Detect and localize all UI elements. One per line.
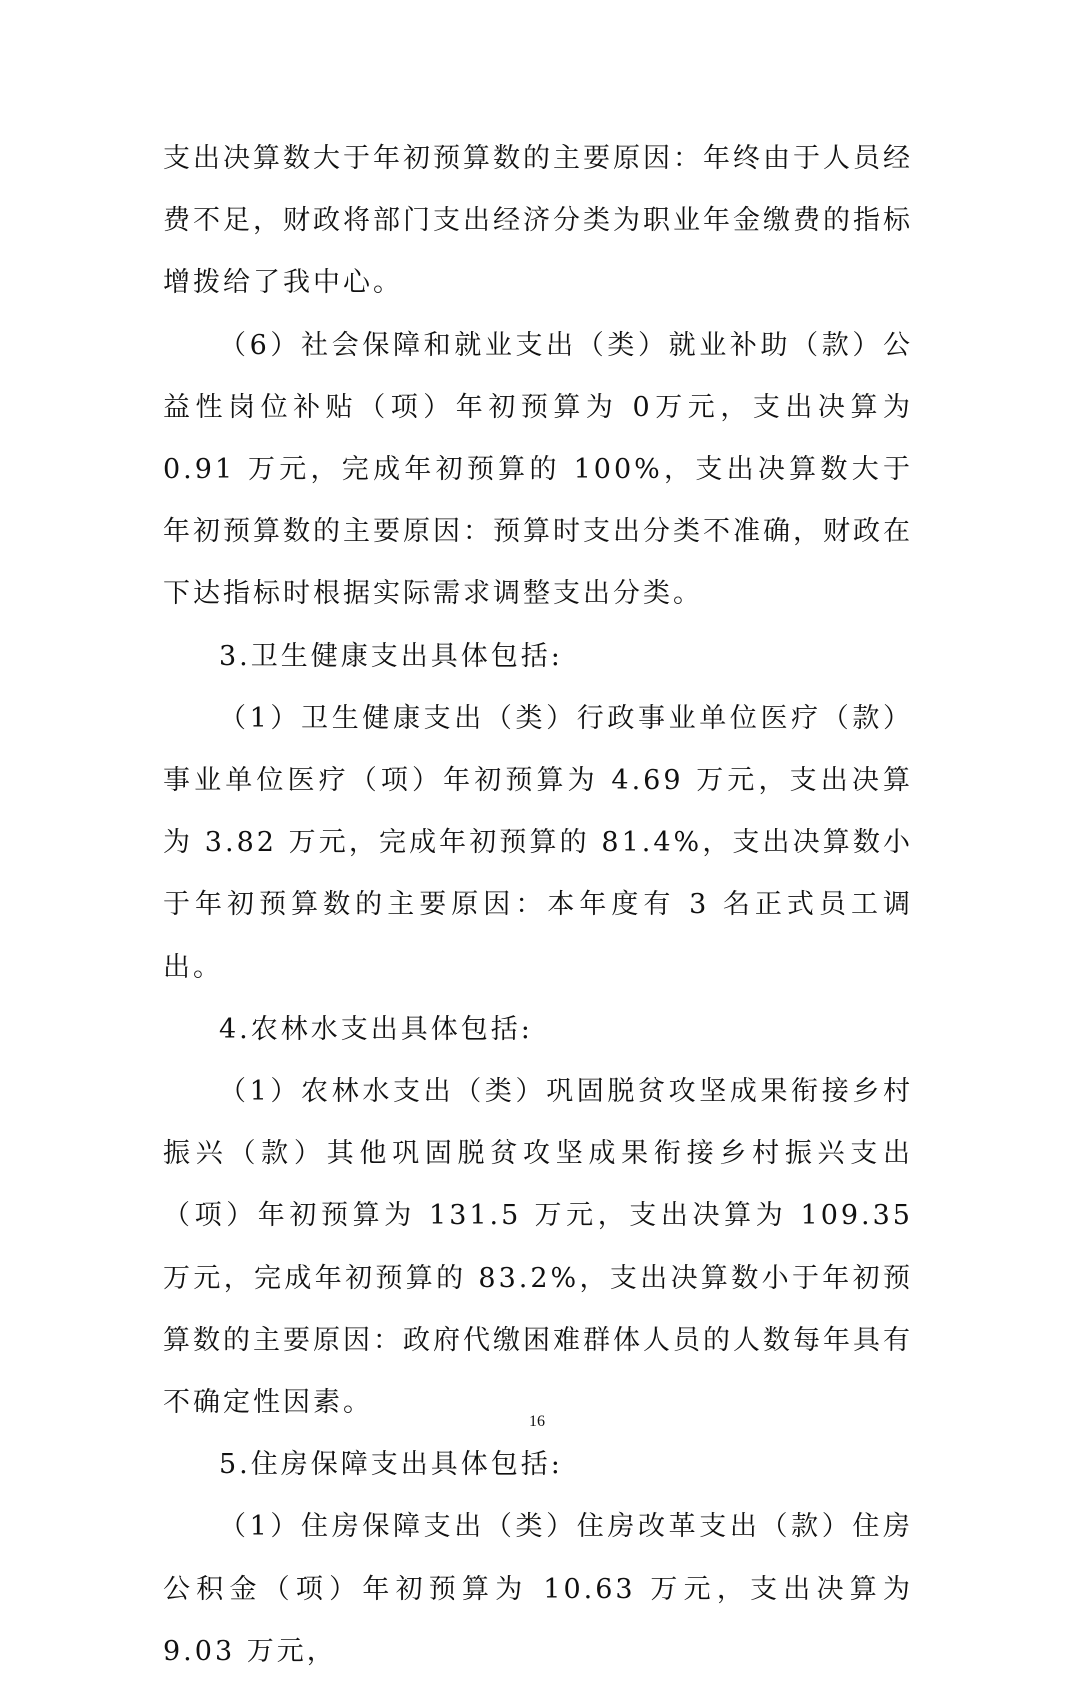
- paragraph: （1）农林水支出（类）巩固脱贫攻坚成果衔接乡村振兴（款）其他巩固脱贫攻坚成果衔接乡村振兴支出（项）年初预算为 131.5 万元，支出决算为 109.35 万元，完成年初预算的 83.2%，支出决算数小于年初预算数的主要原因：政府代缴困难群体人员的人数每年具有不确定性因素。: [163, 1076, 913, 1419]
- paragraph: 支出决算数大于年初预算数的主要原因：年终由于人员经费不足，财政将部门支出经济分类为职业年金缴费的指标增拨给了我中心。: [163, 143, 913, 299]
- document-body: [163, 128, 913, 1683]
- paragraph: （1）卫生健康支出（类）行政事业单位医疗（款）事业单位医疗（项）年初预算为 4.69 万元，支出决算为 3.82 万元，完成年初预算的 81.4%，支出决算数小于年初预算数的主要原因：本年度有 3 名正式员工调出。: [163, 702, 913, 983]
- paragraph: （1）住房保障支出（类）住房改革支出（款）住房公积金（项）年初预算为 10.63 万元，支出决算为 9.03 万元，: [163, 1511, 913, 1667]
- section-heading: 5.住房保障支出具体包括:: [219, 1449, 563, 1481]
- section-heading: 4.农林水支出具体包括:: [219, 1013, 533, 1045]
- page-number: 16: [529, 1413, 545, 1430]
- section-heading: 3.卫生健康支出具体包括:: [219, 640, 563, 672]
- paragraph: （6）社会保障和就业支出（类）就业补助（款）公益性岗位补贴（项）年初预算为 0万元，支出决算为 0.91 万元，完成年初预算的 100%，支出决算数大于年初预算数的主要原因：预算时支出分类不准确，财政在下达指标时根据实际需求调整支出分类。: [163, 329, 913, 610]
